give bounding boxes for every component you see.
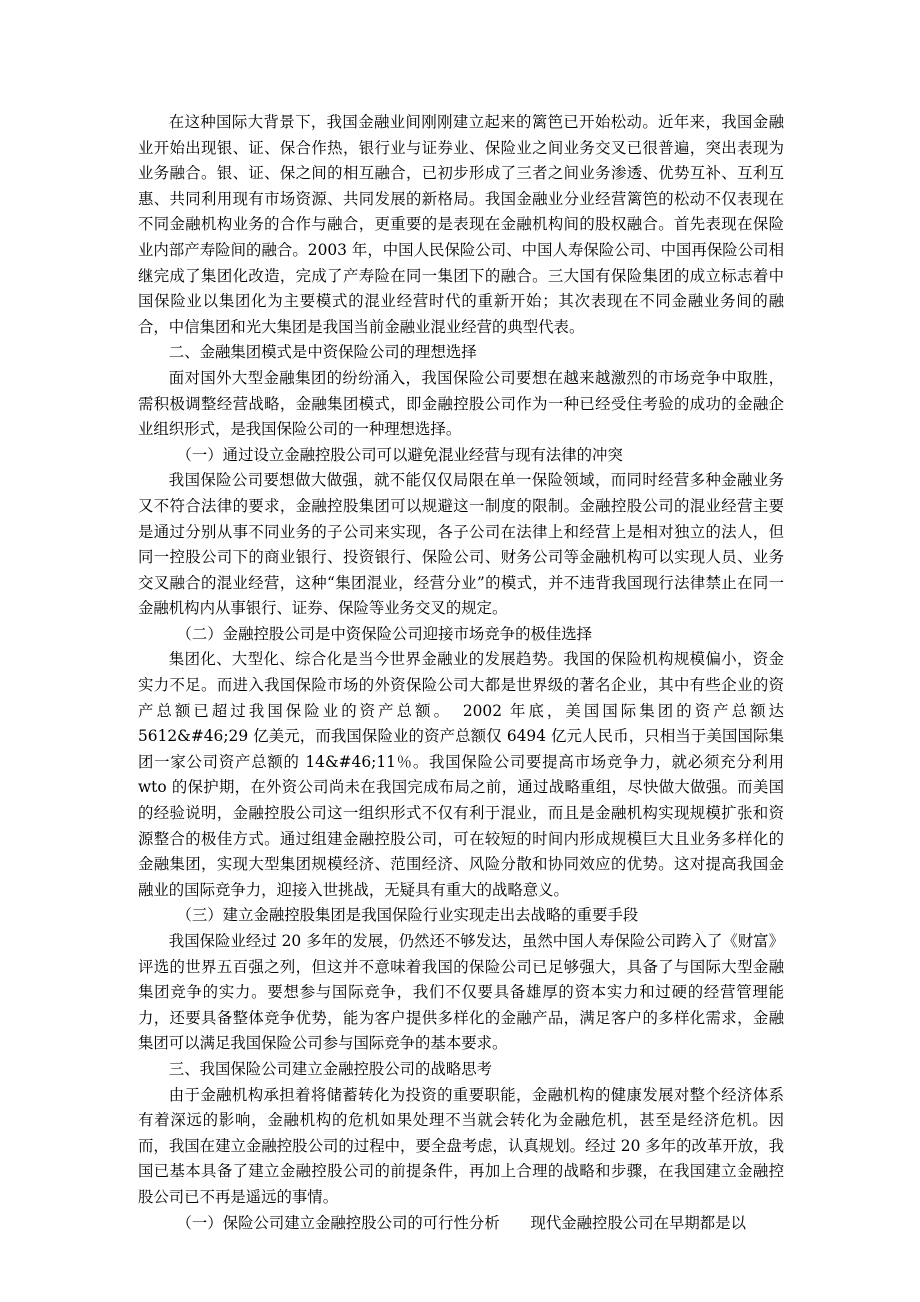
- paragraph: 面对国外大型金融集团的纷纷涌入，我国保险公司要想在越来越激烈的市场竞争中取胜，需积极调整经营战略，金融集团模式，即金融控股公司作为一种已经受住考验的成功的金融企业组织形式，是我国保险公司的一种理想选择。: [138, 368, 784, 439]
- subsection-heading-3-1: （一）保险公司建立金融控股公司的可行性分析 现代金融控股公司在早期都是以: [176, 1213, 746, 1232]
- paragraph: 集团化、大型化、综合化是当今世界金融业的发展趋势。我国的保险机构规模偏小，资金实力不足。而进入我国保险市场的外资保险公司大都是世界级的著名企业，其中有些企业的资产总额已超过我国保险业的资产总额。 2002 年底，美国国际集团的资产总额达 5612&#46;29 亿美元，而我国保险业的资产总额仅 6494 亿元人民币，只相当于美国国际集团一家公司资产总额的 14&#46;11％。我国保险公司要提高市场竞争力，就必须充分利用 wto 的保护期，在外资公司尚未在我国完成布局之前，通过战略重组，尽快做大做强。而美国的经验说明，金融控股公司这一组织形式不仅有利于混业，而且是金融机构实现规模扩张和资源整合的极佳方式。通过组建金融控股公司，可在较短的时间内形成规模巨大且业务多样化的金融集团，实现大型集团规模经济、范围经济、风险分散和协同效应的优势。这对提高我国金融业的国际竞争力，迎接入世挑战，无疑具有重大的战略意义。: [138, 650, 784, 899]
- section-heading-2: 二、金融集团模式是中资保险公司的理想选择: [168, 343, 477, 362]
- paragraph: 由于金融机构承担着将储蓄转化为投资的重要职能，金融机构的健康发展对整个经济体系有着深远的影响，金融机构的危机如果处理不当就会转化为金融危机，甚至是经济危机。因而，我国在建立金融控股公司的过程中，要全盘考虑，认真规划。经过 20 多年的改革开放，我国已基本具备了建立金融控股公司的前提条件，再加上合理的战略和步骤，在我国建立金融控股公司已不再是遥远的事情。: [138, 1085, 784, 1206]
- subsection-heading-2-3: （三）建立金融控股集团是我国保险行业实现走出去战略的重要手段: [176, 906, 639, 925]
- subsection-heading-2-1: （一）通过设立金融控股公司可以避免混业经营与现有法律的冲突: [176, 445, 623, 464]
- document-body: [138, 110, 784, 1236]
- subsection-heading-2-2: （二）金融控股公司是中资保险公司迎接市场竞争的极佳选择: [176, 624, 593, 643]
- paragraph: 我国保险业经过 20 多年的发展，仍然还不够发达，虽然中国人寿保险公司跨入了《财富》评选的世界五百强之列，但这并不意味着我国的保险公司已足够强大，具备了与国际大型金融集团竞争的实力。要想参与国际竞争，我们不仅要具备雄厚的资本实力和过硬的经营管理能力，还要具备整体竞争优势，能为客户提供多样化的金融产品，满足客户的多样化需求，金融集团可以满足我国保险公司参与国际竞争的基本要求。: [138, 932, 784, 1053]
- paragraph-intro: 在这种国际大背景下，我国金融业间刚刚建立起来的篱笆已开始松动。近年来，我国金融业开始出现银、证、保合作热，银行业与证券业、保险业之间业务交叉已很普遍，突出表现为业务融合。银、证、保之间的相互融合，已初步形成了三者之间业务渗透、优势互补、互利互惠、共同利用现有市场资源、共同发展的新格局。我国金融业分业经营篱笆的松动不仅表现在不同金融机构业务的合作与融合，更重要的是表现在金融机构间的股权融合。首先表现在保险业内部产寿险间的融合。2003 年，中国人民保险公司、中国人寿保险公司、中国再保险公司相继完成了集团化改造，完成了产寿险在同一集团下的融合。三大国有保险集团的成立标志着中国保险业以集团化为主要模式的混业经营时代的重新开始；其次表现在不同金融业务间的融合，中信集团和光大集团是我国当前金融业混业经营的典型代表。: [138, 113, 784, 336]
- section-heading-3: 三、我国保险公司建立金融控股公司的战略思考: [168, 1059, 493, 1078]
- paragraph: 我国保险公司要想做大做强，就不能仅仅局限在单一保险领域，而同时经营多种金融业务又不符合法律的要求，金融控股集团可以规避这一制度的限制。金融控股公司的混业经营主要是通过分别从事不同业务的子公司来实现，各子公司在法律上和经营上是相对独立的法人，但同一控股公司下的商业银行、投资银行、保险公司、财务公司等金融机构可以实现人员、业务交叉融合的混业经营，这种“集团混业，经营分业”的模式，并不违背我国现行法律禁止在同一金融机构内从事银行、证券、保险等业务交叉的规定。: [138, 471, 784, 618]
